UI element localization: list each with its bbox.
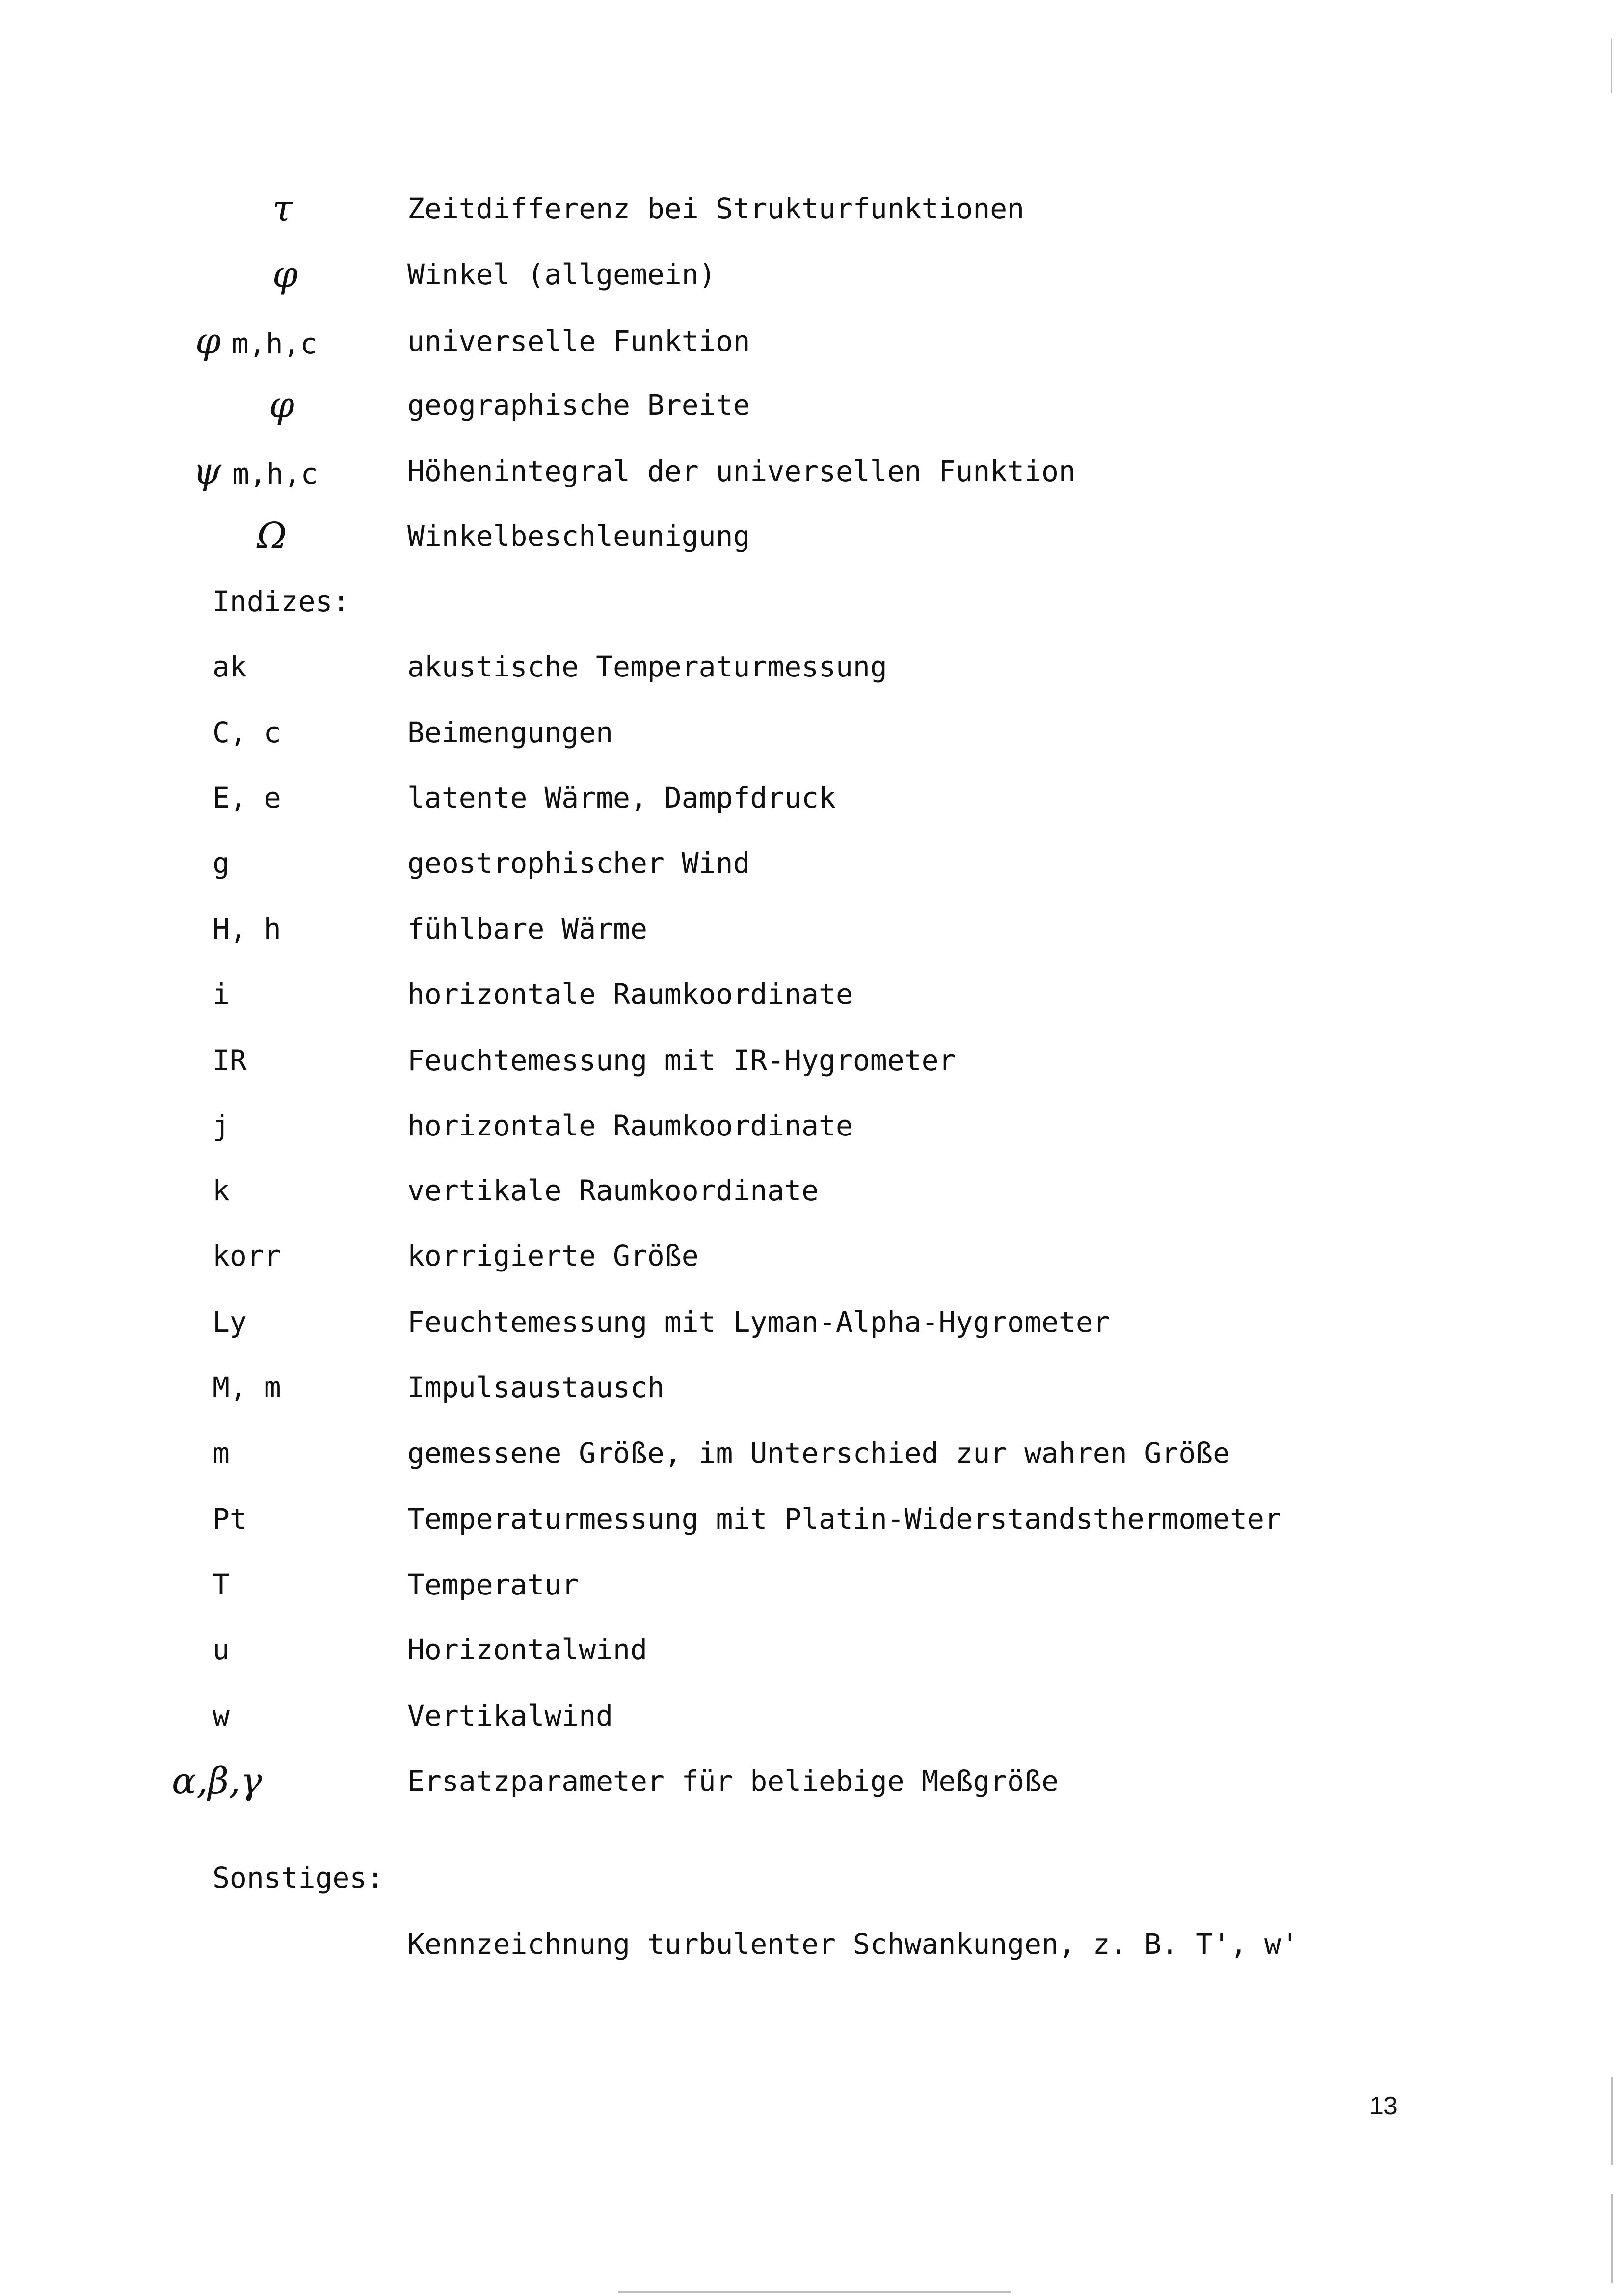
- index-row: [0, 1171, 1623, 1210]
- index-symbol: α,β,γ: [172, 1760, 263, 1802]
- description: Feuchtemessung mit IR-Hygrometer: [407, 1044, 956, 1077]
- scan-edge-mark: [618, 2291, 1011, 2293]
- description: fühlbare Wärme: [407, 912, 647, 945]
- index-symbol: w: [213, 1699, 230, 1732]
- symbol-with-subscript: [195, 322, 317, 363]
- index-symbol: C, c: [213, 716, 281, 749]
- misc-heading: Sonstiges:: [213, 1861, 384, 1894]
- index-row: [0, 1630, 1623, 1669]
- scan-edge-mark: [1611, 39, 1612, 93]
- description: Winkelbeschleunigung: [407, 519, 750, 553]
- index-symbol: g: [213, 846, 230, 880]
- subscript: m,h,c: [232, 457, 318, 490]
- index-row: [0, 713, 1623, 752]
- index-row: [0, 647, 1623, 686]
- index-symbol: Pt: [213, 1502, 247, 1536]
- symbol-row: [0, 189, 1623, 228]
- description: akustische Temperaturmessung: [407, 650, 887, 683]
- index-row: [0, 778, 1623, 817]
- index-symbol: m: [213, 1436, 230, 1470]
- index-symbol: ak: [213, 650, 247, 683]
- symbol: φ: [269, 384, 294, 426]
- index-symbol: E, e: [213, 781, 281, 814]
- index-row: [0, 1433, 1623, 1473]
- symbol-row: [0, 516, 1623, 556]
- index-row: [0, 1302, 1623, 1342]
- index-symbol: k: [213, 1174, 230, 1207]
- index-symbol: T: [213, 1568, 230, 1601]
- index-row: [0, 1106, 1623, 1145]
- symbol-row: [0, 385, 1623, 425]
- symbol-row: [0, 452, 1623, 491]
- index-row: [0, 1236, 1623, 1275]
- description: korrigierte Größe: [407, 1239, 699, 1272]
- description: Ersatzparameter für beliebige Meßgröße: [407, 1764, 1059, 1798]
- description: horizontale Raumkoordinate: [407, 977, 853, 1011]
- subscript: m,h,c: [231, 327, 318, 360]
- scan-edge-mark: [1611, 2077, 1613, 2165]
- misc-row: [0, 1924, 1623, 1964]
- description: Temperaturmessung mit Platin-Widerstandsthermometer: [407, 1502, 1281, 1536]
- description: gemessene Größe, im Unterschied zur wahren Größe: [407, 1436, 1230, 1470]
- symbol: φ: [272, 253, 298, 296]
- index-row: [0, 1565, 1623, 1604]
- index-row: [0, 909, 1623, 948]
- description: Horizontalwind: [407, 1633, 647, 1666]
- symbol-row: [0, 322, 1623, 361]
- symbol-row: [0, 255, 1623, 294]
- index-symbol: u: [213, 1633, 230, 1666]
- index-symbol: i: [213, 977, 230, 1011]
- description: universelle Funktion: [407, 324, 750, 358]
- index-row: [0, 1368, 1623, 1407]
- scan-edge-mark: [1611, 2194, 1613, 2283]
- symbol: ψ: [193, 450, 222, 492]
- description: Zeitdifferenz bei Strukturfunktionen: [407, 192, 1025, 225]
- index-symbol: H, h: [213, 912, 281, 945]
- symbol-with-subscript: [193, 452, 318, 493]
- index-symbol: korr: [213, 1239, 281, 1272]
- symbol: Ω: [257, 515, 287, 557]
- index-symbol: IR: [213, 1044, 247, 1077]
- description: geostrophischer Wind: [407, 846, 750, 880]
- description: Temperatur: [407, 1568, 579, 1601]
- description: Beimengungen: [407, 716, 613, 749]
- description: Vertikalwind: [407, 1699, 613, 1732]
- index-row: [0, 1041, 1623, 1080]
- description: horizontale Raumkoordinate: [407, 1109, 853, 1142]
- index-row: [0, 1499, 1623, 1539]
- symbol: τ: [272, 188, 293, 230]
- description: geographische Breite: [407, 388, 750, 422]
- indices-heading: Indizes:: [213, 585, 350, 618]
- index-symbol: j: [213, 1109, 230, 1142]
- description: Feuchtemessung mit Lyman-Alpha-Hygrometer: [407, 1305, 1110, 1339]
- index-row: [0, 974, 1623, 1014]
- description: Winkel (allgemein): [407, 258, 716, 291]
- index-symbol: Ly: [213, 1305, 247, 1339]
- description: latente Wärme, Dampfdruck: [407, 781, 836, 814]
- description: vertikale Raumkoordinate: [407, 1174, 819, 1207]
- page-number: 13: [1369, 2092, 1398, 2120]
- description: Impulsaustausch: [407, 1371, 665, 1404]
- description: Kennzeichnung turbulenter Schwankungen, z. B. T', w': [407, 1927, 1299, 1961]
- index-symbol: M, m: [213, 1371, 281, 1404]
- description: Höhenintegral der universellen Funktion: [407, 455, 1076, 488]
- index-row: [0, 843, 1623, 883]
- index-row: [0, 1696, 1623, 1735]
- index-row: [0, 1761, 1623, 1801]
- symbol: φ: [195, 320, 221, 362]
